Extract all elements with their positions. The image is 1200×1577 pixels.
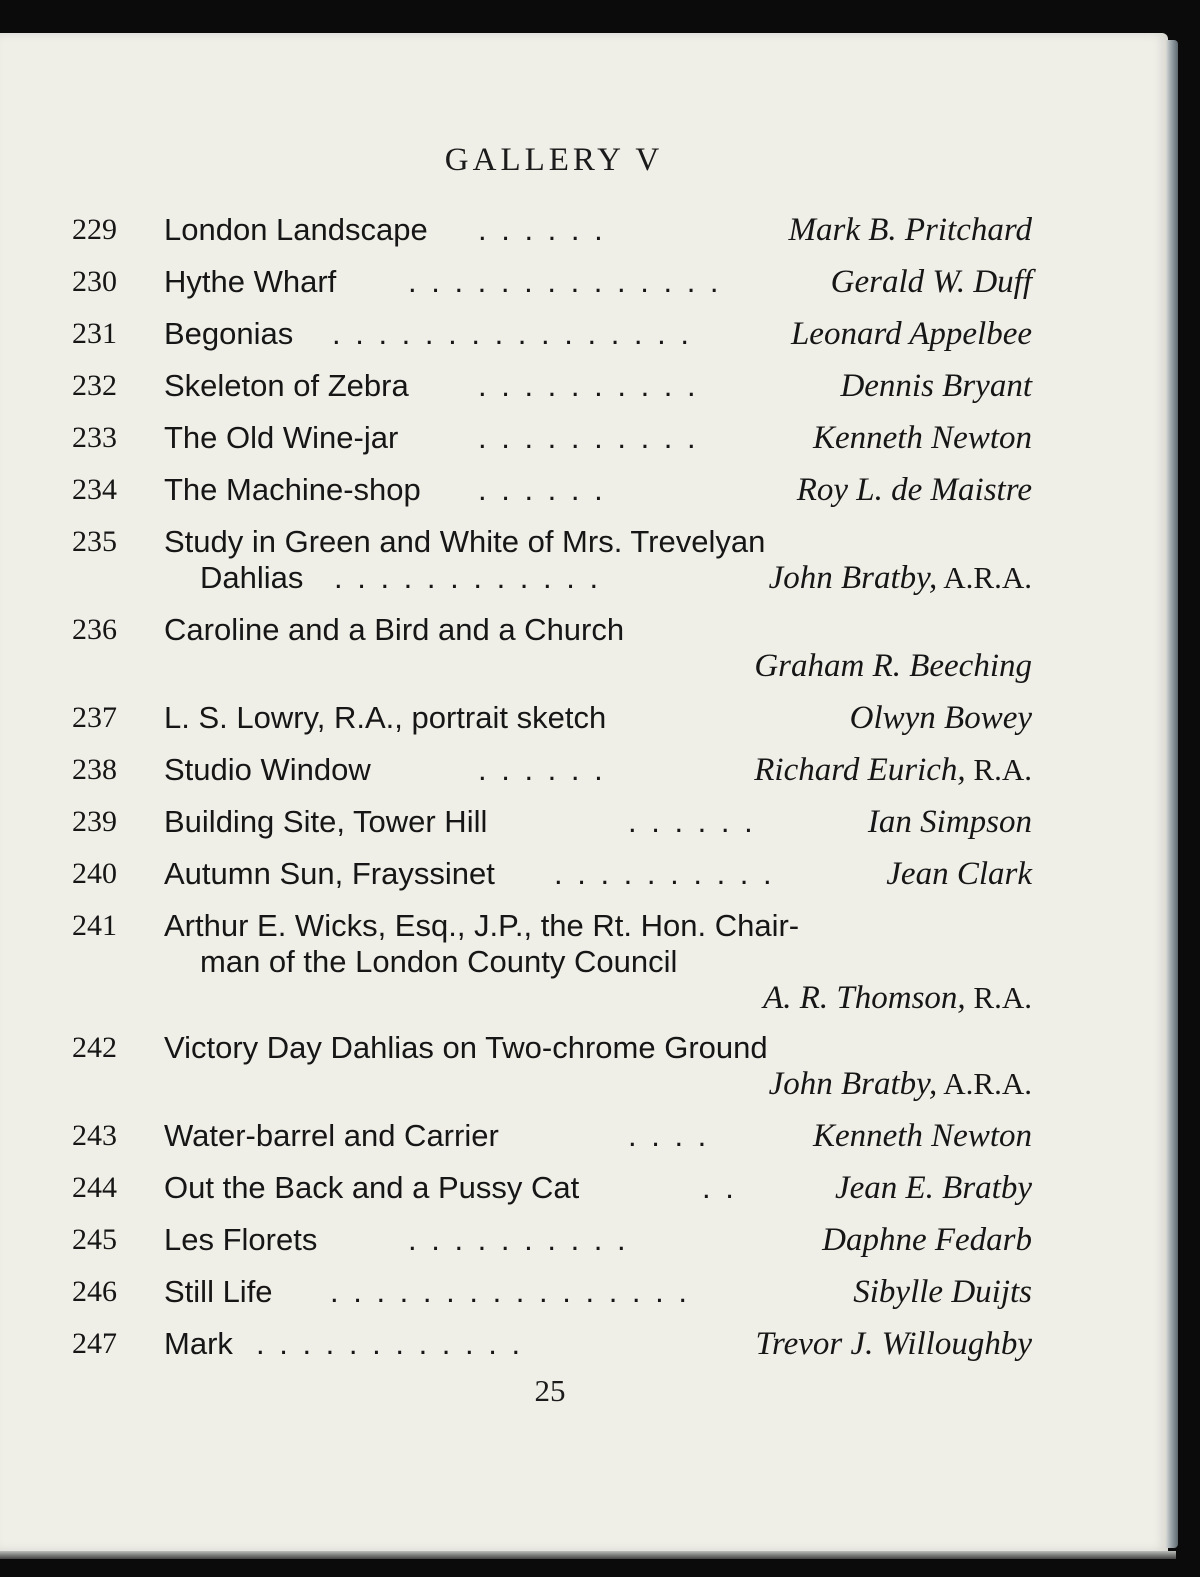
entry-number: 230: [72, 265, 117, 298]
entry-number: 247: [72, 1327, 117, 1360]
catalogue-entry: [72, 472, 1032, 512]
entry-title: Hythe Wharf: [164, 264, 337, 299]
entry-number: 242: [72, 1031, 117, 1064]
entry-artist: [769, 560, 1032, 596]
catalogue-entry: [72, 1326, 1032, 1366]
entry-artist: [886, 856, 1032, 892]
catalogue-entry: [72, 420, 1032, 460]
entry-artist: [754, 752, 1032, 788]
dot-leader: . . . . . . . . . . . . . .: [408, 264, 722, 299]
entry-number: 245: [72, 1223, 117, 1256]
entry-artist: [789, 212, 1033, 248]
catalogue-entry: [72, 212, 1032, 252]
dot-leader: . .: [702, 1170, 737, 1205]
entry-title: Water-barrel and Carrier: [164, 1118, 499, 1153]
entry-number: 241: [72, 909, 117, 942]
page-number: 25: [534, 1373, 566, 1408]
artist-name: Dennis Bryant: [840, 368, 1032, 404]
catalogue-entry: [72, 856, 1032, 896]
dot-leader: . . . .: [628, 1118, 710, 1153]
gallery-heading: GALLERY V: [444, 142, 664, 178]
artist-name: Trevor J. Willoughby: [755, 1326, 1032, 1362]
dot-leader: . . . . . . . . . . . .: [334, 560, 602, 595]
entry-number: 237: [72, 701, 117, 734]
artist-suffix: R.A.: [965, 752, 1032, 787]
entry-title: Mark: [164, 1326, 233, 1361]
entry-title: Victory Day Dahlias on Two-chrome Ground: [164, 1030, 768, 1065]
dot-leader: . . . . . . . . . . . .: [256, 1326, 524, 1361]
catalogue-entry: [72, 752, 1032, 792]
artist-name: Graham R. Beeching: [754, 648, 1032, 684]
entry-artist: [755, 1326, 1032, 1362]
entry-number: 235: [72, 525, 117, 558]
entry-number: 229: [72, 213, 117, 246]
entry-number: 246: [72, 1275, 117, 1308]
entry-title: Autumn Sun, Frayssinet: [164, 856, 495, 891]
catalogue-entry: [72, 1030, 1032, 1106]
catalogue-entry: [72, 524, 1032, 600]
entry-title-continued: man of the London County Council: [200, 944, 678, 979]
artist-name: Sibylle Duijts: [853, 1274, 1032, 1310]
artist-name: Roy L. de Maistre: [796, 472, 1032, 508]
dot-leader: . . . . . . . . . .: [478, 420, 699, 455]
entry-title: Study in Green and White of Mrs. Trevelyan: [164, 524, 766, 559]
dot-leader: . . . . . . . . . .: [478, 368, 699, 403]
entry-title: L. S. Lowry, R.A., portrait sketch: [164, 700, 607, 735]
catalogue-entry: [72, 316, 1032, 356]
entry-artist: [868, 804, 1032, 840]
entry-title: Out the Back and a Pussy Cat: [164, 1170, 580, 1205]
artist-suffix: A.R.A.: [937, 1066, 1032, 1101]
artist-name: Kenneth Newton: [812, 1118, 1032, 1154]
catalogue-entry: [72, 908, 1032, 1020]
entry-number: 244: [72, 1171, 117, 1204]
entry-number: 233: [72, 421, 117, 454]
catalogue-entry: [72, 1222, 1032, 1262]
catalogue-entry: [72, 1170, 1032, 1210]
artist-name: Kenneth Newton: [812, 420, 1032, 456]
entry-artist: [840, 368, 1032, 404]
artist-name: Leonard Appelbee: [790, 316, 1032, 352]
artist-name: Jean E. Bratby: [834, 1170, 1032, 1206]
entry-artist: [754, 648, 1032, 684]
entry-number: 231: [72, 317, 117, 350]
artist-name: Richard Eurich,: [754, 752, 966, 788]
catalogue-entry: [72, 368, 1032, 408]
artist-name: Olwyn Bowey: [849, 700, 1032, 736]
entry-title: Skeleton of Zebra: [164, 368, 409, 403]
entry-artist: [763, 980, 1032, 1016]
entry-artist: [831, 264, 1032, 300]
artist-name: Ian Simpson: [867, 804, 1032, 840]
entry-title-continued: Dahlias: [200, 560, 304, 595]
entry-number: 240: [72, 857, 117, 890]
entry-artist: [813, 420, 1032, 456]
entry-number: 243: [72, 1119, 117, 1152]
entry-number: 234: [72, 473, 117, 506]
dot-leader: . . . . . . . . . .: [408, 1222, 629, 1257]
entry-title: Still Life: [164, 1274, 273, 1309]
entry-number: 236: [72, 613, 117, 646]
catalogue-entry: [72, 700, 1032, 740]
entry-title: London Landscape: [164, 212, 428, 247]
entry-title: Building Site, Tower Hill: [164, 804, 488, 839]
dot-leader: . . . . . .: [478, 212, 606, 247]
entry-artist: [797, 472, 1032, 508]
artist-name: John Bratby,: [768, 560, 938, 596]
artist-suffix: R.A.: [965, 980, 1032, 1015]
page-edge: [1166, 40, 1178, 1548]
dot-leader: . . . . . . . . . . . . . . . .: [332, 316, 692, 351]
entry-number: 238: [72, 753, 117, 786]
entry-artist: [822, 1222, 1032, 1258]
entry-artist: [853, 1274, 1032, 1310]
entry-artist: [791, 316, 1032, 352]
artist-name: John Bratby,: [768, 1066, 938, 1102]
catalogue-entry: [72, 264, 1032, 304]
entry-title: Studio Window: [164, 752, 371, 787]
entry-artist: [769, 1066, 1032, 1102]
catalogue-entry: [72, 612, 1032, 688]
artist-name: Gerald W. Duff: [830, 264, 1032, 300]
artist-name: A. R. Thomson,: [763, 980, 966, 1016]
entry-title: Caroline and a Bird and a Church: [164, 612, 625, 647]
dot-leader: . . . . . .: [478, 472, 606, 507]
dot-leader: . . . . . . . . . .: [554, 856, 775, 891]
entry-number: 232: [72, 369, 117, 402]
entry-number: 239: [72, 805, 117, 838]
artist-name: Mark B. Pritchard: [788, 212, 1032, 248]
artist-name: Daphne Fedarb: [822, 1222, 1032, 1258]
entry-title: Begonias: [164, 316, 294, 351]
page-bottom-edge: [0, 1551, 1176, 1559]
dot-leader: . . . . . . . . . . . . . . . .: [330, 1274, 690, 1309]
entry-title: The Old Wine-jar: [164, 420, 399, 455]
dot-leader: . . . . . .: [628, 804, 756, 839]
entry-artist: [813, 1118, 1032, 1154]
entry-artist: [835, 1170, 1032, 1206]
catalogue-entry: [72, 1274, 1032, 1314]
entry-artist: [850, 700, 1032, 736]
artist-name: Jean Clark: [886, 856, 1032, 892]
catalogue-entry: [72, 1118, 1032, 1158]
artist-suffix: A.R.A.: [937, 560, 1032, 595]
catalogue-page: [0, 33, 1168, 1551]
entry-title: The Machine-shop: [164, 472, 421, 507]
catalogue-entry: [72, 804, 1032, 844]
entry-title: Arthur E. Wicks, Esq., J.P., the Rt. Hon. Chair-: [164, 908, 800, 943]
entry-title: Les Florets: [164, 1222, 318, 1257]
dot-leader: . . . . . .: [478, 752, 606, 787]
